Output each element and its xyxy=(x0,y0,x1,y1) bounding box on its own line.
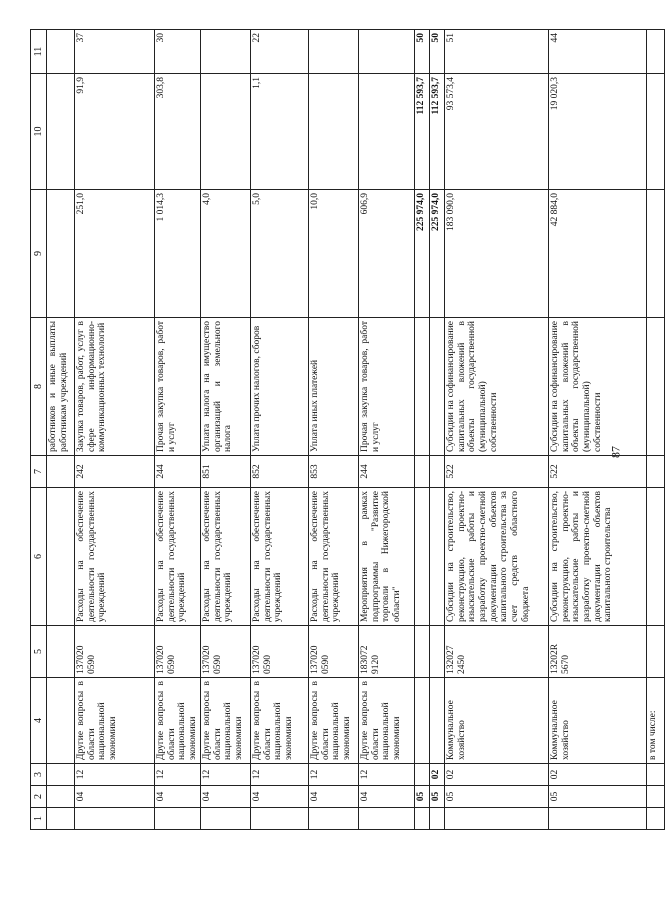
cell-target-code: 137020 0590 xyxy=(155,626,201,678)
cell-expense-name: Закупка товаров, работ, услуг в сфере информационно-коммуникационных технологий xyxy=(75,318,155,456)
cell-plan: 225 974,0 xyxy=(415,190,430,318)
header-row xyxy=(31,30,47,830)
cell-subsection: 12 xyxy=(201,764,251,786)
cell-executed: 112 593,7 xyxy=(430,74,445,190)
cell-expense-type: 244 xyxy=(359,456,415,488)
cell-expense-name xyxy=(430,318,445,456)
cell-percent xyxy=(47,30,75,74)
cell-expense-name: Прочая закупка товаров, работ и услуг xyxy=(155,318,201,456)
table-row xyxy=(75,30,155,830)
cell-target-code: 137020 0590 xyxy=(75,626,155,678)
header-cell: 2 xyxy=(31,786,47,808)
cell-target-name: Расходы на обеспечение деятельности государственных учреждений xyxy=(201,488,251,626)
cell-target-name: Расходы на обеспечение деятельности государственных учреждений xyxy=(309,488,359,626)
table-row xyxy=(309,30,359,830)
cell-section-name: Коммунальное хозяйство xyxy=(549,678,647,764)
cell-percent: 30 xyxy=(155,30,201,74)
cell-percent xyxy=(647,30,665,74)
cell-subsection xyxy=(647,764,665,786)
cell-expense-type: 244 xyxy=(155,456,201,488)
header-cell: 3 xyxy=(31,764,47,786)
cell-expense-name xyxy=(415,318,430,456)
cell-target-name xyxy=(415,488,430,626)
cell-target-code xyxy=(47,626,75,678)
cell-expense-name: Уплата прочих налогов, сборов xyxy=(251,318,309,456)
cell-col1 xyxy=(647,808,665,830)
cell-executed xyxy=(647,74,665,190)
cell-target-code: 137020 0590 xyxy=(309,626,359,678)
cell-percent xyxy=(201,30,251,74)
table-row xyxy=(251,30,309,830)
header-cell: 4 xyxy=(31,678,47,764)
table-row xyxy=(647,30,665,830)
header-cell: 6 xyxy=(31,488,47,626)
cell-target-code: 137020 0590 xyxy=(251,626,309,678)
page-number: 87 xyxy=(608,446,623,458)
table-row xyxy=(47,30,75,830)
cell-executed: 1,1 xyxy=(251,74,309,190)
cell-expense-name: Субсидии на софинансирование капитальных вложений в объекты государственной (муниципальной) собственности xyxy=(445,318,549,456)
cell-percent: 44 xyxy=(549,30,647,74)
table-row xyxy=(201,30,251,830)
table-row xyxy=(359,30,415,830)
cell-target-code xyxy=(415,626,430,678)
cell-executed: 112 593,7 xyxy=(415,74,430,190)
cell-executed xyxy=(201,74,251,190)
cell-subsection: 02 xyxy=(549,764,647,786)
cell-target-name xyxy=(47,488,75,626)
cell-expense-name: Прочая закупка товаров, работ и услуг xyxy=(359,318,415,456)
cell-plan: 1 014,3 xyxy=(155,190,201,318)
cell-executed: 303,8 xyxy=(155,74,201,190)
cell-expense-name: Субсидии на софинансирование капитальных вложений в объекты государственной (муниципальной) собственности xyxy=(549,318,647,456)
cell-col1 xyxy=(47,808,75,830)
cell-expense-type: 242 xyxy=(75,456,155,488)
header-cell: 1 xyxy=(31,808,47,830)
cell-plan: 606,9 xyxy=(359,190,415,318)
cell-expense-name: работников и иные выплаты работникам учреждений xyxy=(47,318,75,456)
cell-subsection: 12 xyxy=(155,764,201,786)
cell-executed xyxy=(359,74,415,190)
cell-subsection: 12 xyxy=(75,764,155,786)
cell-section-name: Другие вопросы в области национальной экономики xyxy=(155,678,201,764)
cell-target-name: Субсидии на строительство, реконструкцию, проектно-изыскательские работы и разработку проектно-сметной документации объектов капитального строительства xyxy=(549,488,647,626)
cell-target-name: Расходы на обеспечение деятельности государственных учреждений xyxy=(251,488,309,626)
header-cell: 5 xyxy=(31,626,47,678)
budget-table xyxy=(30,29,665,830)
cell-col1 xyxy=(201,808,251,830)
header-cell: 10 xyxy=(31,74,47,190)
cell-expense-type: 852 xyxy=(251,456,309,488)
header-cell: 7 xyxy=(31,456,47,488)
cell-section: 05 xyxy=(415,786,430,808)
cell-subsection: 02 xyxy=(445,764,549,786)
cell-executed xyxy=(47,74,75,190)
cell-section-name: Другие вопросы в области национальной экономики xyxy=(309,678,359,764)
cell-plan: 42 884,0 xyxy=(549,190,647,318)
cell-target-code: 183072 9120 xyxy=(359,626,415,678)
cell-section-name: в том числе: xyxy=(647,678,665,764)
cell-expense-type: 853 xyxy=(309,456,359,488)
cell-section: 04 xyxy=(155,786,201,808)
cell-target-name: Расходы на обеспечение деятельности государственных учреждений xyxy=(75,488,155,626)
cell-plan xyxy=(647,190,665,318)
cell-section: 04 xyxy=(75,786,155,808)
cell-plan: 183 090,0 xyxy=(445,190,549,318)
cell-plan: 4,0 xyxy=(201,190,251,318)
cell-target-code: 13202R 5670 xyxy=(549,626,647,678)
cell-section-name: Другие вопросы в области национальной экономики xyxy=(201,678,251,764)
cell-col1 xyxy=(75,808,155,830)
cell-section: 04 xyxy=(201,786,251,808)
cell-subsection xyxy=(415,764,430,786)
cell-percent xyxy=(309,30,359,74)
cell-target-code: 137020 0590 xyxy=(201,626,251,678)
cell-section: 04 xyxy=(251,786,309,808)
cell-expense-type xyxy=(647,456,665,488)
cell-section: 05 xyxy=(445,786,549,808)
table-row xyxy=(430,30,445,830)
header-cell: 11 xyxy=(31,30,47,74)
cell-section-name: Другие вопросы в области национальной экономики xyxy=(359,678,415,764)
cell-percent: 22 xyxy=(251,30,309,74)
table-row xyxy=(445,30,549,830)
cell-plan: 5,0 xyxy=(251,190,309,318)
cell-executed: 93 573,4 xyxy=(445,74,549,190)
cell-plan: 10,0 xyxy=(309,190,359,318)
cell-plan xyxy=(47,190,75,318)
cell-section-name: Другие вопросы в области национальной экономики xyxy=(75,678,155,764)
cell-target-name: Расходы на обеспечение деятельности государственных учреждений xyxy=(155,488,201,626)
cell-percent: 37 xyxy=(75,30,155,74)
cell-target-name xyxy=(647,488,665,626)
cell-section xyxy=(647,786,665,808)
cell-expense-type xyxy=(47,456,75,488)
cell-target-name: Субсидии на строительство, реконструкцию, проектно-изыскательские работы и разработку проектно-сметной документации объектов капитального строительства за счет средств областного бюджета xyxy=(445,488,549,626)
cell-executed: 19 020,3 xyxy=(549,74,647,190)
cell-percent xyxy=(359,30,415,74)
cell-section-name xyxy=(415,678,430,764)
cell-target-name xyxy=(430,488,445,626)
cell-plan: 225 974,0 xyxy=(430,190,445,318)
cell-col1 xyxy=(445,808,549,830)
cell-section: 05 xyxy=(430,786,445,808)
table-row xyxy=(155,30,201,830)
cell-expense-type: 522 xyxy=(549,456,647,488)
cell-percent: 50 xyxy=(415,30,430,74)
cell-subsection: 12 xyxy=(309,764,359,786)
cell-expense-type xyxy=(415,456,430,488)
table-row xyxy=(415,30,430,830)
cell-subsection xyxy=(47,764,75,786)
cell-subsection: 12 xyxy=(251,764,309,786)
cell-col1 xyxy=(309,808,359,830)
cell-col1 xyxy=(430,808,445,830)
cell-col1 xyxy=(155,808,201,830)
cell-section-name xyxy=(430,678,445,764)
cell-section-name: Другие вопросы в области национальной экономики xyxy=(251,678,309,764)
cell-expense-type: 851 xyxy=(201,456,251,488)
cell-expense-type: 522 xyxy=(445,456,549,488)
cell-section: 04 xyxy=(309,786,359,808)
cell-subsection: 02 xyxy=(430,764,445,786)
cell-section: 04 xyxy=(359,786,415,808)
cell-expense-name xyxy=(647,318,665,456)
cell-expense-name: Уплата налога на имущество организаций и земельного налога xyxy=(201,318,251,456)
cell-target-code xyxy=(647,626,665,678)
cell-section-name xyxy=(47,678,75,764)
table-row xyxy=(549,30,647,830)
cell-expense-name: Уплата иных платежей xyxy=(309,318,359,456)
cell-executed xyxy=(309,74,359,190)
cell-target-code xyxy=(430,626,445,678)
header-cell: 8 xyxy=(31,318,47,456)
cell-target-name: Мероприятия в рамках подпрограммы "Развитие торговли в Нижегородской области" xyxy=(359,488,415,626)
cell-target-code: 132027 2450 xyxy=(445,626,549,678)
cell-plan: 251,0 xyxy=(75,190,155,318)
cell-percent: 50 xyxy=(430,30,445,74)
cell-section: 05 xyxy=(549,786,647,808)
header-cell: 9 xyxy=(31,190,47,318)
cell-col1 xyxy=(549,808,647,830)
cell-expense-type xyxy=(430,456,445,488)
cell-col1 xyxy=(359,808,415,830)
cell-subsection: 12 xyxy=(359,764,415,786)
cell-section-name: Коммунальное хозяйство xyxy=(445,678,549,764)
cell-section xyxy=(47,786,75,808)
cell-percent: 51 xyxy=(445,30,549,74)
cell-executed: 91,9 xyxy=(75,74,155,190)
cell-col1 xyxy=(251,808,309,830)
cell-col1 xyxy=(415,808,430,830)
